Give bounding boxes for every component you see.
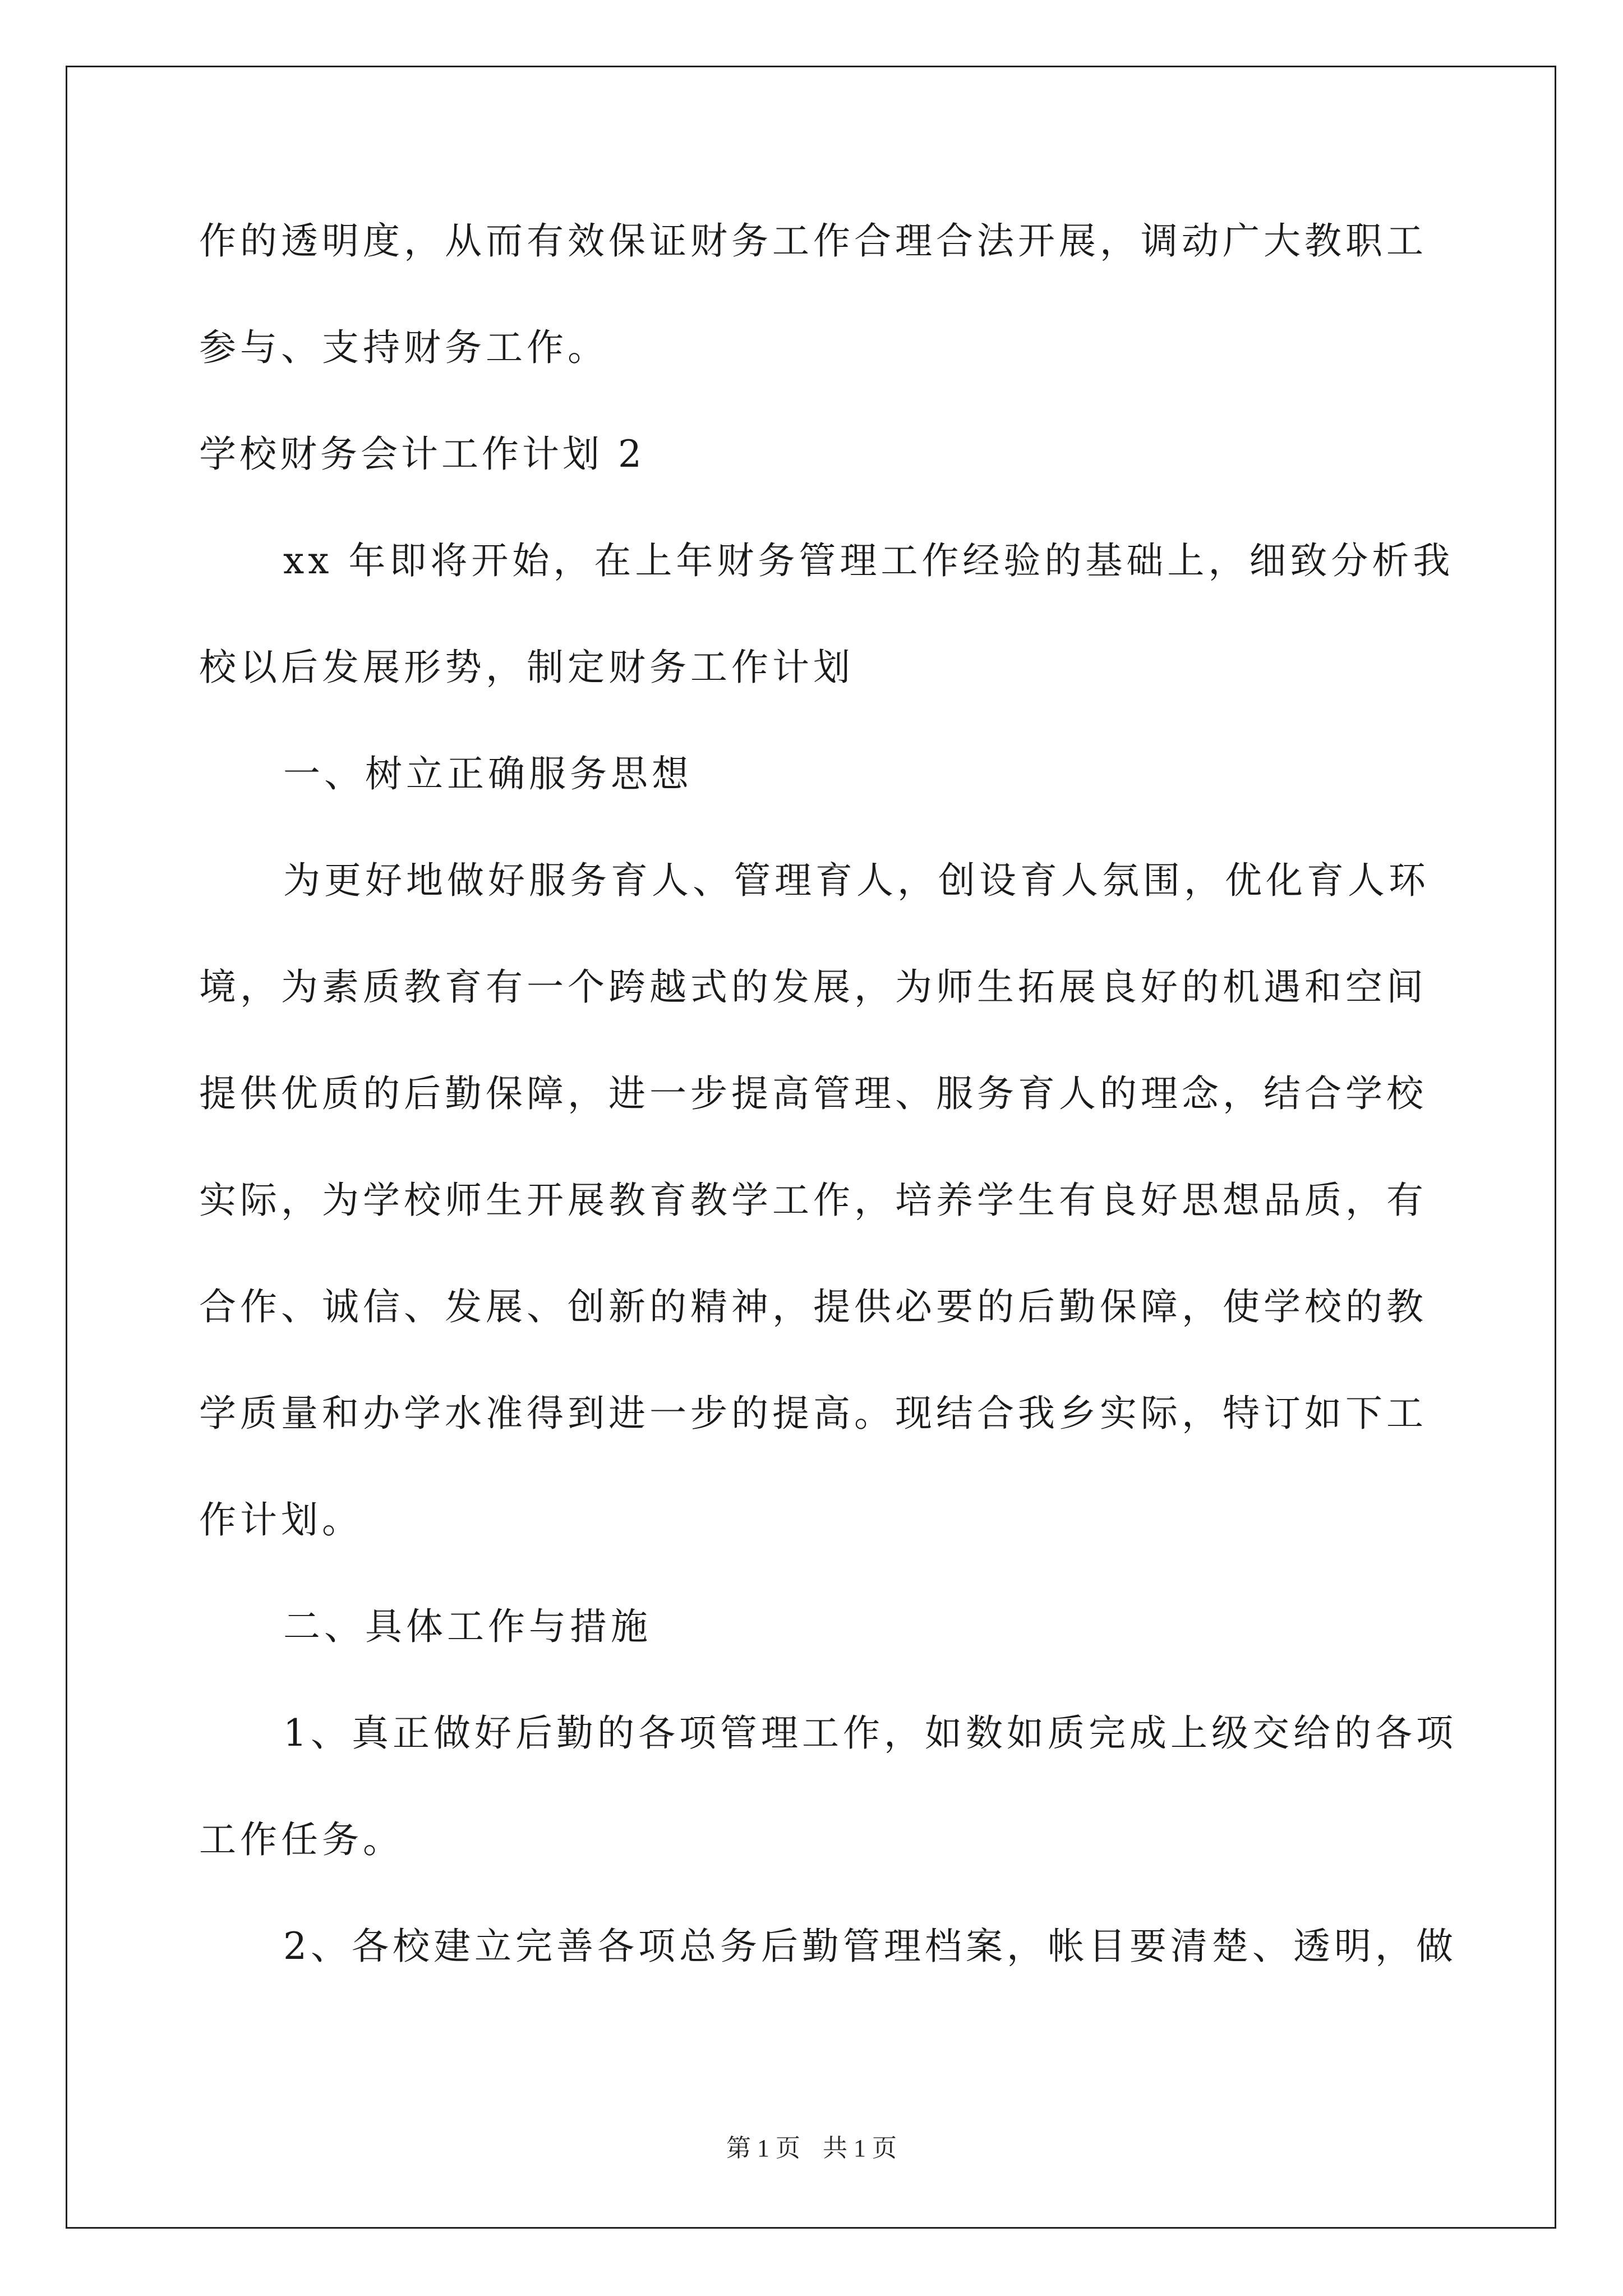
- paragraph-line: 作的透明度，从而有效保证财务工作合理合法开展，调动广大教职工: [199, 219, 1427, 263]
- paragraph-line: 实际，为学校师生开展教育教学工作，培养学生有良好思想品质，有: [199, 1179, 1427, 1222]
- section-title: 学校财务会计工作计划 2: [199, 432, 645, 476]
- page-number: 第 1 页: [726, 2134, 800, 2162]
- paragraph-line: 校以后发展形势，制定财务工作计划: [199, 646, 854, 689]
- subheading: 二、具体工作与措施: [283, 1605, 652, 1648]
- paragraph-line: 2、各校建立完善各项总务后勤管理档案，帐目要清楚、透明，做: [283, 1925, 1457, 1968]
- paragraph-line: 合作、诚信、发展、创新的精神，提供必要的后勤保障，使学校的教: [199, 1285, 1427, 1328]
- page-total: 共 1 页: [823, 2134, 897, 2162]
- paragraph-line: 1、真正做好后勤的各项管理工作，如数如质完成上级交给的各项: [283, 1711, 1457, 1755]
- page-footer: [0, 2132, 1623, 2165]
- paragraph-line: 工作任务。: [199, 1818, 404, 1861]
- paragraph-line: 提供优质的后勤保障，进一步提高管理、服务育人的理念，结合学校: [199, 1072, 1427, 1115]
- paragraph-line: 学质量和办学水准得到进一步的提高。现结合我乡实际，特订如下工: [199, 1392, 1427, 1435]
- paragraph-line: xx 年即将开始，在上年财务管理工作经验的基础上，细致分析我: [283, 539, 1454, 582]
- paragraph-line: 作计划。: [199, 1498, 363, 1542]
- document-body: [199, 213, 1457, 2025]
- paragraph-line: 为更好地做好服务育人、管理育人，创设育人氛围，优化育人环: [283, 859, 1430, 902]
- paragraph-line: 参与、支持财务工作。: [199, 326, 608, 369]
- paragraph-line: 境，为素质教育有一个跨越式的发展，为师生拓展良好的机遇和空间: [199, 965, 1427, 1009]
- subheading: 一、树立正确服务思想: [283, 752, 693, 795]
